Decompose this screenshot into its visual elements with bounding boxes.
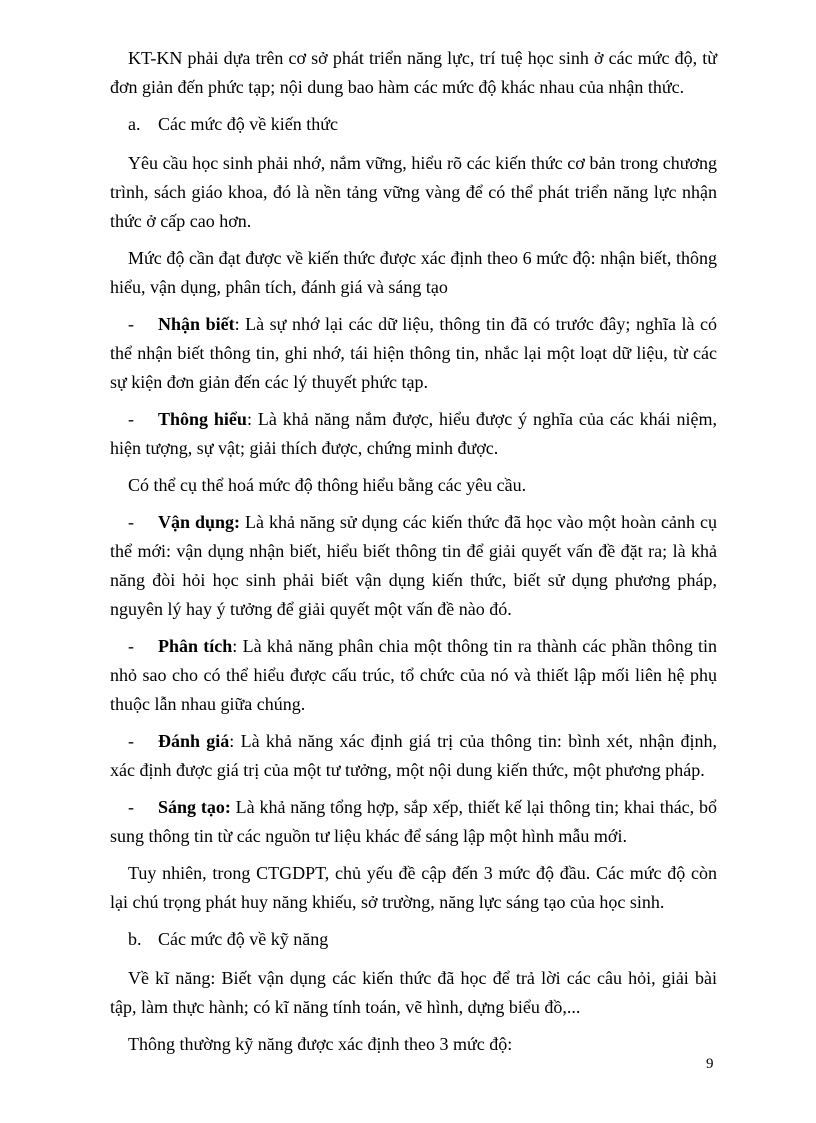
usual-paragraph: Thông thường kỹ năng được xác định theo 3 mức độ:: [128, 1034, 513, 1054]
list-item-evaluate: [110, 727, 717, 785]
intro-paragraph: KT-KN phải dựa trên cơ sở phát triển năng lực, trí tuệ học sinh ở các mức độ, từ đơn giản đến phức tạp; nội dung bao hàm các mức độ khác nhau của nhận thức.: [110, 48, 717, 97]
dash-marker: -: [128, 797, 134, 817]
section-a-title: Các mức độ về kiến thức: [158, 114, 338, 134]
section-b-marker: b.: [128, 929, 142, 949]
definition-apply: Là khả năng sử dụng các kiến thức đã học vào một hoàn cảnh cụ thể mới: vận dụng nhận biết, hiểu biết thông tin để giải quyết vấn đề đặt ra; là khả năng đòi hỏi học sinh phải biết vận dụng kiến thức, biết sử dụng phương pháp, nguyên lý hay ý tưởng để giải quyết một vấn đề nào đó.: [110, 512, 717, 619]
document-body: [110, 44, 717, 1067]
page-number: 9: [706, 1056, 714, 1072]
definition-create: Là khả năng tổng hợp, sắp xếp, thiết kế lại thông tin; khai thác, bổ sung thông tin từ các nguồn tư liệu khác để sáng lập một hình mẫu mới.: [110, 797, 717, 846]
section-b-heading: [110, 925, 717, 954]
list-item-apply: [110, 508, 717, 624]
term-evaluate: Đánh giá: [158, 731, 230, 751]
levels-paragraph: Mức độ cần đạt được về kiến thức được xác định theo 6 mức độ: nhận biết, thông hiểu, vận dụng, phân tích, đánh giá và sáng tạo: [110, 248, 717, 297]
list-item-create: [110, 793, 717, 851]
definition-evaluate: : Là khả năng xác định giá trị của thông tin: bình xét, nhận định, xác định được giá trị của một tư tưởng, một nội dung kiến thức, một phương pháp.: [110, 731, 717, 780]
term-apply: Vận dụng:: [158, 512, 241, 532]
definition-understand: : Là khả năng nắm được, hiểu được ý nghĩa của các khái niệm, hiện tượng, sự vật; giải thích được, chứng minh được.: [110, 409, 717, 458]
term-create: Sáng tạo:: [158, 797, 231, 817]
list-item-recognize: [110, 310, 717, 397]
term-analyze: Phân tích: [158, 636, 233, 656]
term-understand: Thông hiểu: [158, 409, 247, 429]
dash-marker: -: [128, 636, 134, 656]
term-recognize: Nhận biết: [158, 314, 235, 334]
skills-paragraph: Về kĩ năng: Biết vận dụng các kiến thức đã học để trả lời các câu hỏi, giải bài tập, làm thực hành; có kĩ năng tính toán, vẽ hình, dựng biểu đồ,...: [110, 968, 717, 1017]
concrete-paragraph: Có thể cụ thể hoá mức độ thông hiểu bằng các yêu cầu.: [128, 475, 527, 495]
section-a-marker: a.: [128, 114, 141, 134]
dash-marker: -: [128, 314, 134, 334]
requirement-paragraph: Yêu cầu học sinh phải nhớ, nắm vững, hiểu rõ các kiến thức cơ bản trong chương trình, sách giáo khoa, đó là nền tảng vững vàng để có thể phát triển năng lực nhận thức ở cấp cao hơn.: [110, 153, 717, 231]
definition-recognize: : Là sự nhớ lại các dữ liệu, thông tin đã có trước đây; nghĩa là có thể nhận biết thông tin, ghi nhớ, tái hiện thông tin, nhắc lại một loạt dữ liệu, từ các sự kiện đơn giản đến các lý thuyết phức tạp.: [110, 314, 718, 392]
dash-marker: -: [128, 409, 134, 429]
list-item-understand: [110, 405, 717, 463]
section-a-heading: [110, 110, 717, 139]
however-paragraph: Tuy nhiên, trong CTGDPT, chủ yếu đề cập đến 3 mức độ đầu. Các mức độ còn lại chú trọng phát huy năng khiếu, sở trường, năng lực sáng tạo của học sinh.: [110, 863, 717, 912]
definition-analyze: : Là khả năng phân chia một thông tin ra thành các phần thông tin nhỏ sao cho có thể hiểu được cấu trúc, tổ chức của nó và thiết lập mối liên hệ phụ thuộc lẫn nhau giữa chúng.: [110, 636, 718, 714]
dash-marker: -: [128, 512, 134, 532]
list-item-analyze: [110, 632, 717, 719]
section-b-title: Các mức độ về kỹ năng: [158, 929, 329, 949]
dash-marker: -: [128, 731, 134, 751]
